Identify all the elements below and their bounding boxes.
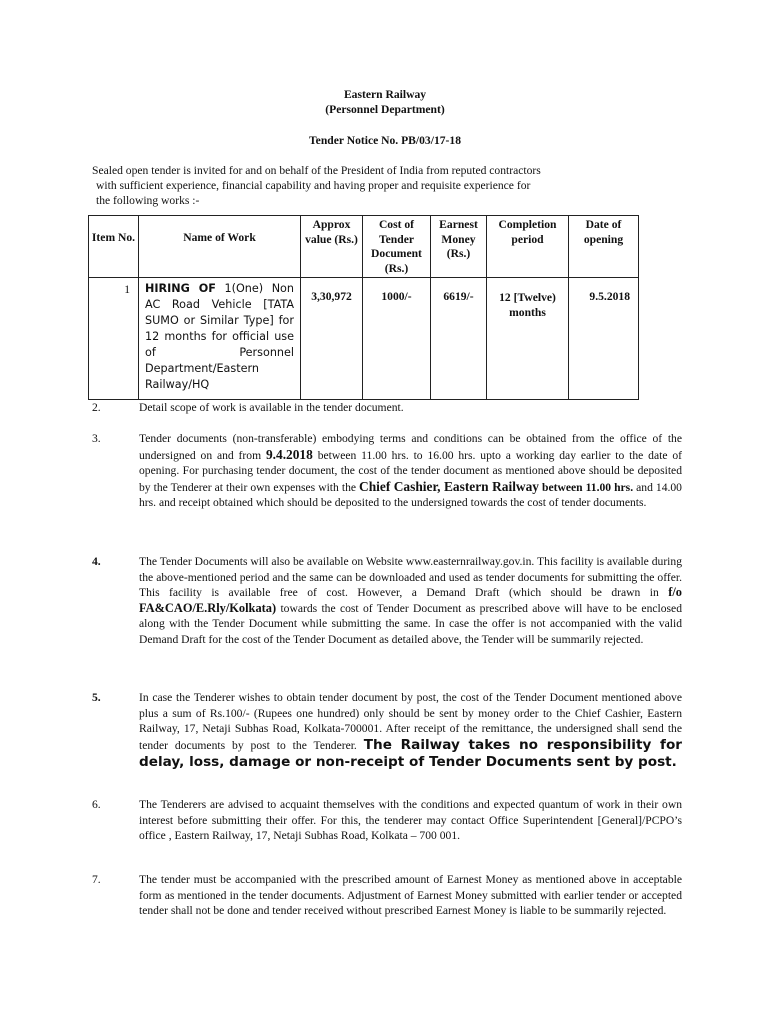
para-3-text-b: between 11.00 hrs. to 16.00 hrs. upto a working day earlier to the date of opening. For purchasing tender document, the cost of the tender document as mentioned above should be deposited by the Tenderer at their own expenses with the <box>139 448 682 494</box>
para-text <box>139 431 682 511</box>
org-title: Eastern Railway <box>343 88 427 101</box>
para-text: The Tenderers are advised to acquaint themselves with the conditions and expected quantum of work in their own interest before submitting their offer. For this, the tenderer may contact Office Superintendent [General]/PCPO’s office , Eastern Railway, 17, Netaji Subhas Road, Kolkata – 700 001. <box>139 798 682 842</box>
cell-earnest: 6619/- <box>431 278 487 400</box>
para-5 <box>92 690 682 771</box>
para-5-text: In case the Tenderer wishes to obtain tender document by post, the cost of the Tender Document mentioned above plus a sum of Rs.100/- (Rupees one hundred) only should be sent by money order to the Chief Cashier, Eastern Railway, 17, Netaji Subhas Road, Kolkata-700001. After receipt of the remittance, the undersigned shall send the tender documents by post to the Tenderer. <box>139 691 682 752</box>
intro-line: with sufficient experience, financial capability and having proper and requisite experience for <box>96 179 531 192</box>
para-6 <box>92 797 682 844</box>
para-3-text-c: and 14.00 hrs. and receipt obtained which should be deposited to the undersigned towards the cost of tender documents. <box>139 480 682 509</box>
para-number: 6. <box>92 798 101 811</box>
cell-work <box>139 278 301 400</box>
cell-item: 1 <box>89 278 139 400</box>
table-header-row <box>89 216 639 278</box>
work-text: 1(One) Non AC Road Vehicle [TATA SUMO or Similar Type] for 12 months for official use of Personnel Department/Eastern Railway/HQ <box>145 282 294 391</box>
tender-notice-number: Tender Notice No. PB/03/17-18 <box>309 134 461 147</box>
para-4-text-b: towards the cost of Tender Document as prescribed above will have to be enclosed along with the Tender Document while submitting the same. In case the offer is not accompanied with the valid Demand Draft for the cost of the Tender Document as detailed above, the Tender will be summarily rejected. <box>139 601 682 646</box>
para-3 <box>92 431 682 511</box>
para-text <box>139 690 682 771</box>
para-number: 7. <box>92 873 101 886</box>
para-number: 5. <box>92 691 101 704</box>
cell-completion: 12 [Twelve) months <box>487 278 569 400</box>
para-number: 4. <box>92 555 101 568</box>
work-bold: HIRING OF <box>145 282 216 295</box>
intro-paragraph <box>92 163 662 208</box>
cell-cost: 1000/- <box>363 278 431 400</box>
table-row <box>89 278 639 400</box>
para-4 <box>92 554 682 647</box>
col-header-opening: Date of opening <box>569 216 639 278</box>
para-text <box>139 554 682 647</box>
tender-table <box>88 215 639 400</box>
demand-draft-payee: f/o FA&CAO/E.Rly/Kolkata) <box>139 585 682 615</box>
para-4-text-a: The Tender Documents will also be available on Website www.easternrailway.gov.in. This facility is available during the above-mentioned period and the same can be downloaded and used as tender documents for submitting the offer. This facility is available free of cost. However, a Demand Draft (which should be drawn in <box>139 555 682 599</box>
col-header-approx: Approx value (Rs.) <box>301 216 363 278</box>
col-header-completion: Completion period <box>487 216 569 278</box>
para-7 <box>92 872 682 919</box>
no-responsibility-note: The Railway takes no responsibility for delay, loss, damage or non-receipt of Tender Documents sent by post. <box>139 736 683 770</box>
cell-opening: 9.5.2018 <box>569 278 639 400</box>
para-2 <box>92 400 682 416</box>
cell-approx: 3,30,972 <box>301 278 363 400</box>
para-number: 3. <box>92 432 101 445</box>
timing-bold: between 11.00 hrs. <box>542 480 634 494</box>
col-header-item: Item No. <box>89 216 139 278</box>
col-header-earnest: Earnest Money (Rs.) <box>431 216 487 278</box>
chief-cashier: Chief Cashier, Eastern Railway <box>359 478 539 494</box>
col-header-cost: Cost of Tender Document (Rs.) <box>363 216 431 278</box>
dept-title: (Personnel Department) <box>325 103 445 116</box>
start-date: 9.4.2018 <box>265 446 313 462</box>
para-number: 2. <box>92 401 101 414</box>
intro-line: Sealed open tender is invited for and on behalf of the President of India from reputed contractors <box>92 164 541 177</box>
intro-line: the following works :- <box>96 194 200 207</box>
para-text: Detail scope of work is available in the tender document. <box>139 401 404 414</box>
para-text: The tender must be accompanied with the prescribed amount of Earnest Money as mentioned above in acceptable form as mentioned in the tender documents. Adjustment of Earnest Money submitted with earlier tender or accepted tender shall not be done and tender received without prescribed Earnest Money is liable to be summarily rejected. <box>139 873 682 917</box>
para-3-text-a: Tender documents (non-transferable) embodying terms and conditions can be obtained from the office of the undersigned on and from <box>139 432 682 462</box>
col-header-work: Name of Work <box>139 216 301 278</box>
